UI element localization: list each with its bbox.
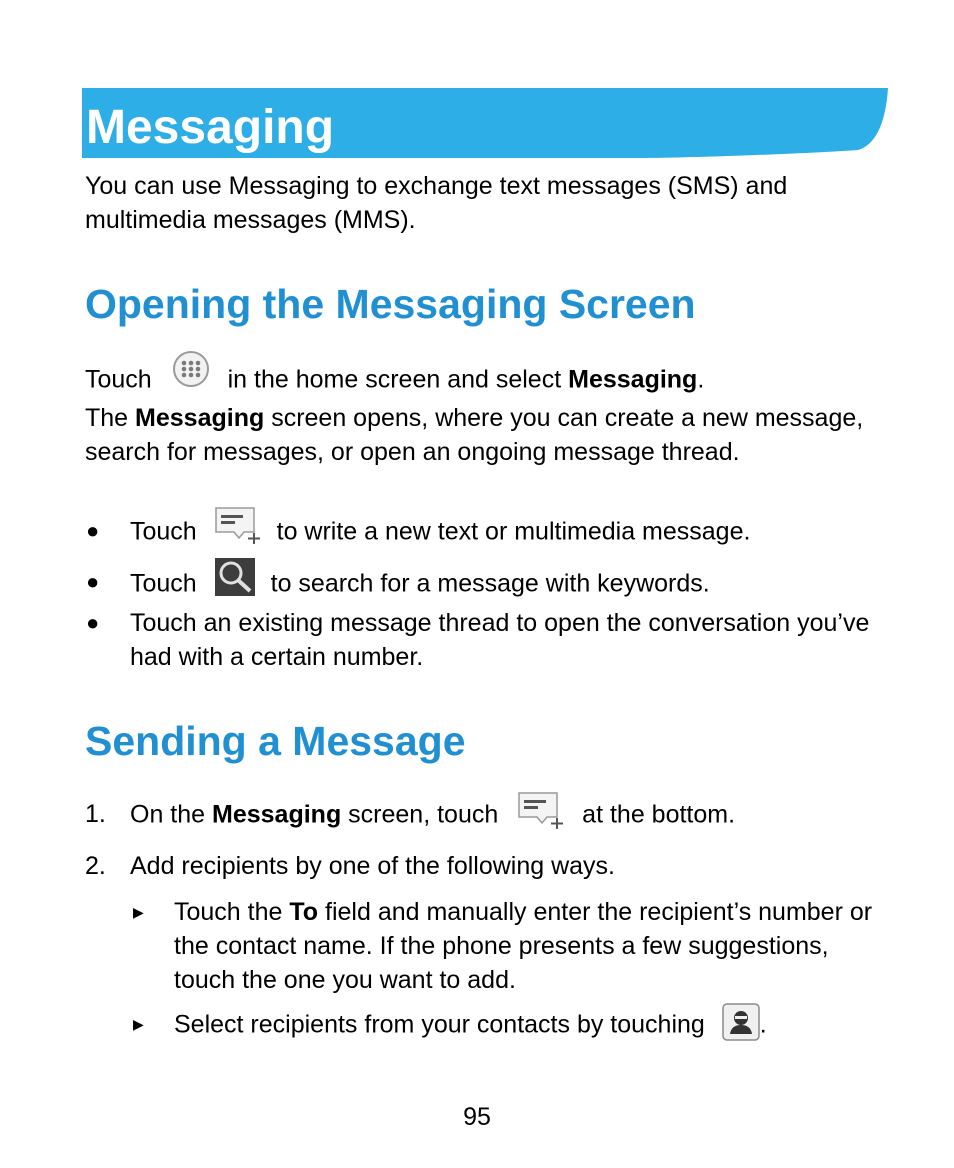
step-number: 2. <box>85 852 106 880</box>
step-number: 1. <box>85 800 106 828</box>
bullet-marker: ● <box>86 569 100 594</box>
intro-paragraph: You can use Messaging to exchange text messages (SMS) and multimedia messages (MMS). <box>85 172 788 234</box>
sub-bullet-to-field: Touch the To field and manually enter the recipient’s number or the contact name. If the phone presents a few suggestions, touch the one you want to add. <box>174 898 873 994</box>
chapter-banner <box>82 88 888 158</box>
search-icon <box>214 557 256 597</box>
new-message-icon <box>517 791 565 829</box>
bullet-marker: ● <box>86 518 100 543</box>
new-message-icon <box>214 506 262 544</box>
bullet-thread: Touch an existing message thread to open the conversation you’ve had with a certain number. <box>130 609 870 671</box>
messaging-screen-description: The Messaging screen opens, where you can create a new message, search for messages, or open an ongoing message thread. <box>85 404 864 466</box>
step-add-recipients: Add recipients by one of the following ways. <box>130 852 615 880</box>
chapter-title: Messaging <box>86 101 335 154</box>
sub-bullet-contacts: Select recipients from your contacts by touching . <box>174 1007 884 1045</box>
apps-grid-icon <box>169 351 213 391</box>
instruction-open-apps: Touch in the home screen and select Messaging. <box>85 361 885 401</box>
page-number: 95 <box>463 1103 491 1131</box>
step-compose: On the Messaging screen, touch at the bottom. <box>130 797 890 835</box>
contact-icon <box>722 1003 760 1041</box>
section-heading-opening: Opening the Messaging Screen <box>85 281 696 327</box>
bullet-compose: Touch to write a new text or multimedia message. <box>130 514 890 552</box>
section-heading-sending: Sending a Message <box>85 718 466 764</box>
bullet-marker: ● <box>86 610 100 635</box>
arrow-bullet: ▶ <box>133 904 144 920</box>
arrow-bullet: ▶ <box>133 1016 144 1032</box>
bullet-search: Touch to search for a message with keywords. <box>130 565 890 605</box>
